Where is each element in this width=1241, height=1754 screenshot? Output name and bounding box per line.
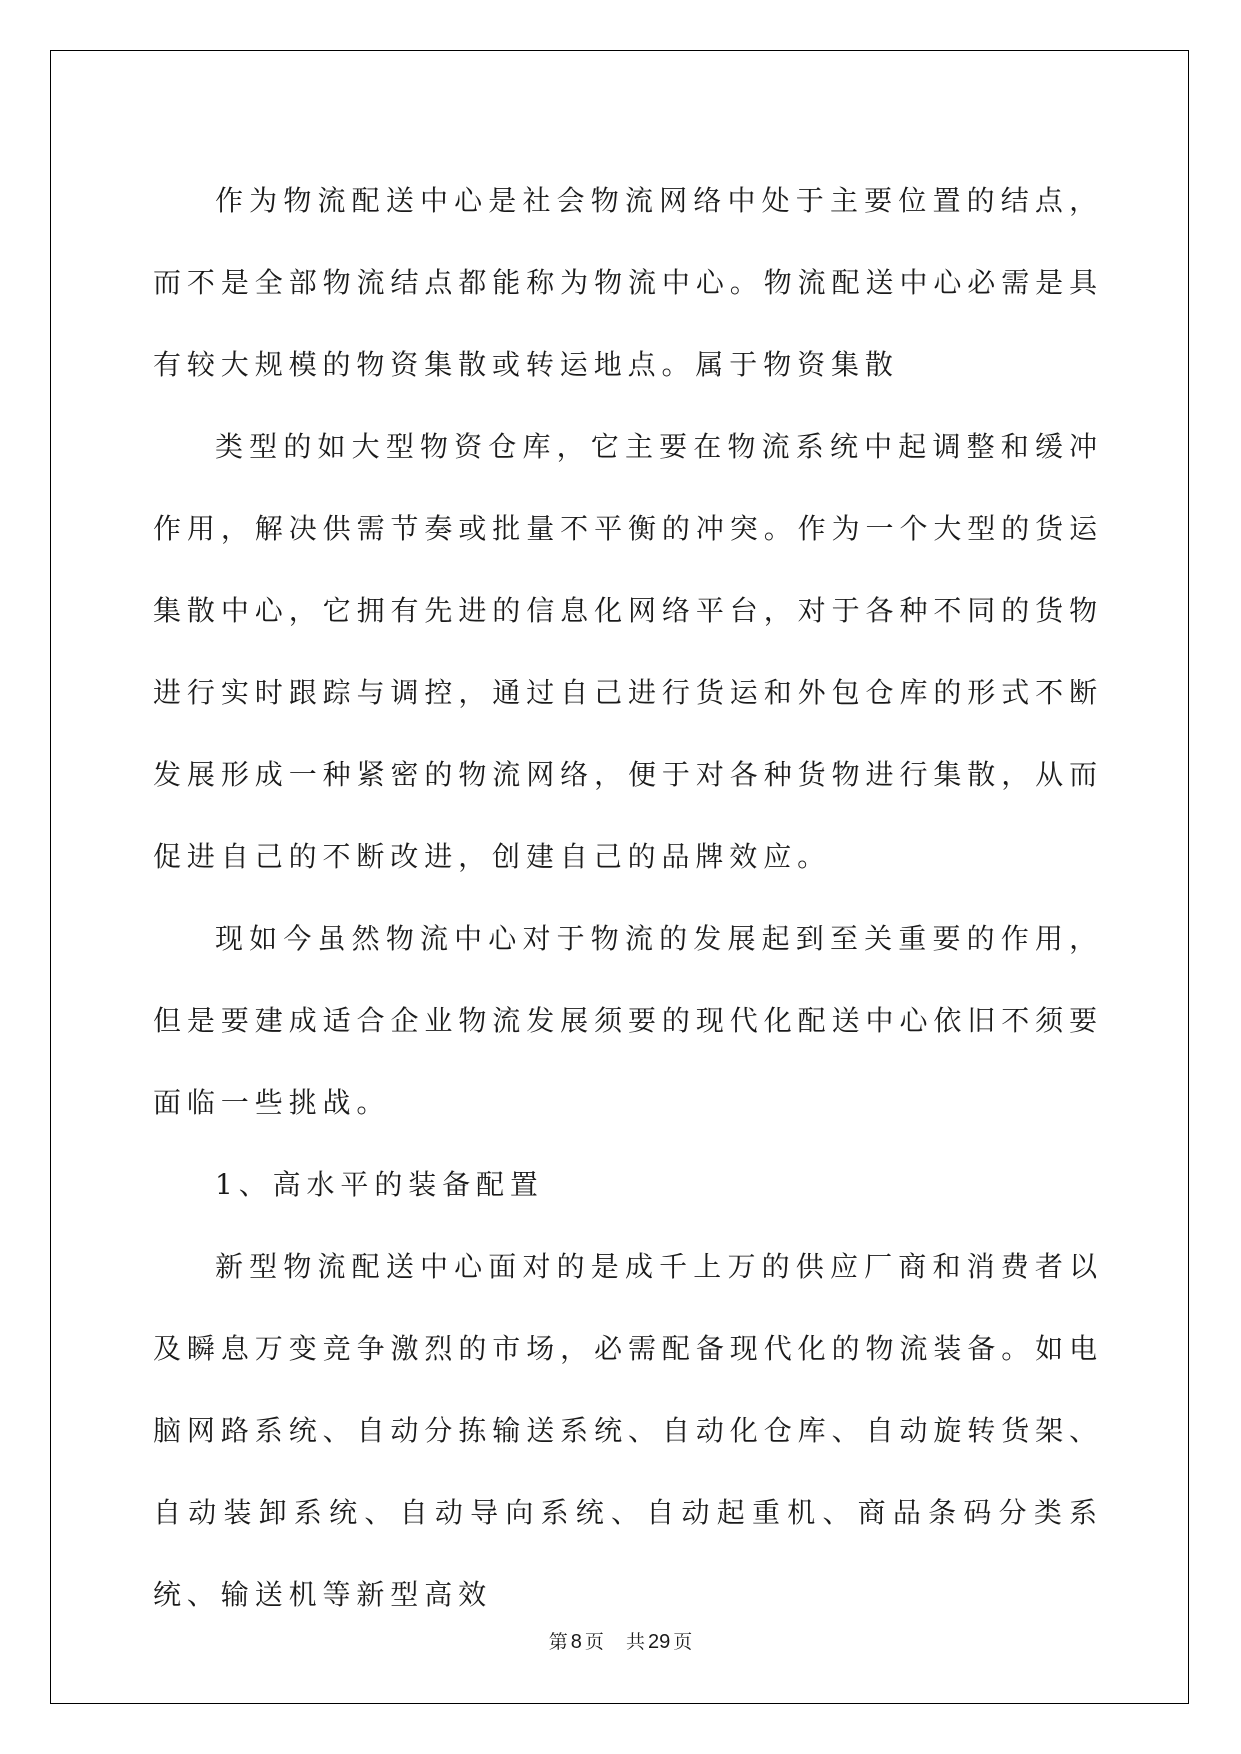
document-body: [153, 160, 1103, 1636]
paragraph-3: 现如今虽然物流中心对于物流的发展起到至关重要的作用，但是要建成适合企业物流发展须要的现代化配送中心依旧不须要面临一些挑战。: [153, 922, 1103, 1119]
total-unit: 页: [673, 1631, 693, 1653]
section-heading: 1、高水平的装备配置: [215, 1168, 544, 1201]
page-prefix: 第: [548, 1631, 568, 1653]
page-total: 29: [647, 1631, 671, 1653]
paragraph-4: 新型物流配送中心面对的是成千上万的供应厂商和消费者以及瞬息万变竞争激烈的市场，必需配备现代化的物流装备。如电脑网路系统、自动分拣输送系统、自动化仓库、自动旋转货架、自动装卸系统、自动导向系统、自动起重机、商品条码分类系统、输送机等新型高效: [153, 1250, 1103, 1611]
total-prefix: 共: [625, 1631, 645, 1653]
paragraph-1: 作为物流配送中心是社会物流网络中处于主要位置的结点，而不是全部物流结点都能称为物流中心。物流配送中心必需是具有较大规模的物资集散或转运地点。属于物资集散: [153, 184, 1103, 381]
page-current: 8: [570, 1631, 582, 1653]
page-unit: 页: [584, 1631, 604, 1653]
page-footer: [0, 1627, 1241, 1654]
paragraph-2: 类型的如大型物资仓库，它主要在物流系统中起调整和缓冲作用，解决供需节奏或批量不平衡的冲突。作为一个大型的货运集散中心，它拥有先进的信息化网络平台，对于各种不同的货物进行实时跟踪与调控，通过自己进行货运和外包仓库的形式不断发展形成一种紧密的物流网络，便于对各种货物进行集散，从而促进自己的不断改进，创建自己的品牌效应。: [153, 430, 1103, 873]
